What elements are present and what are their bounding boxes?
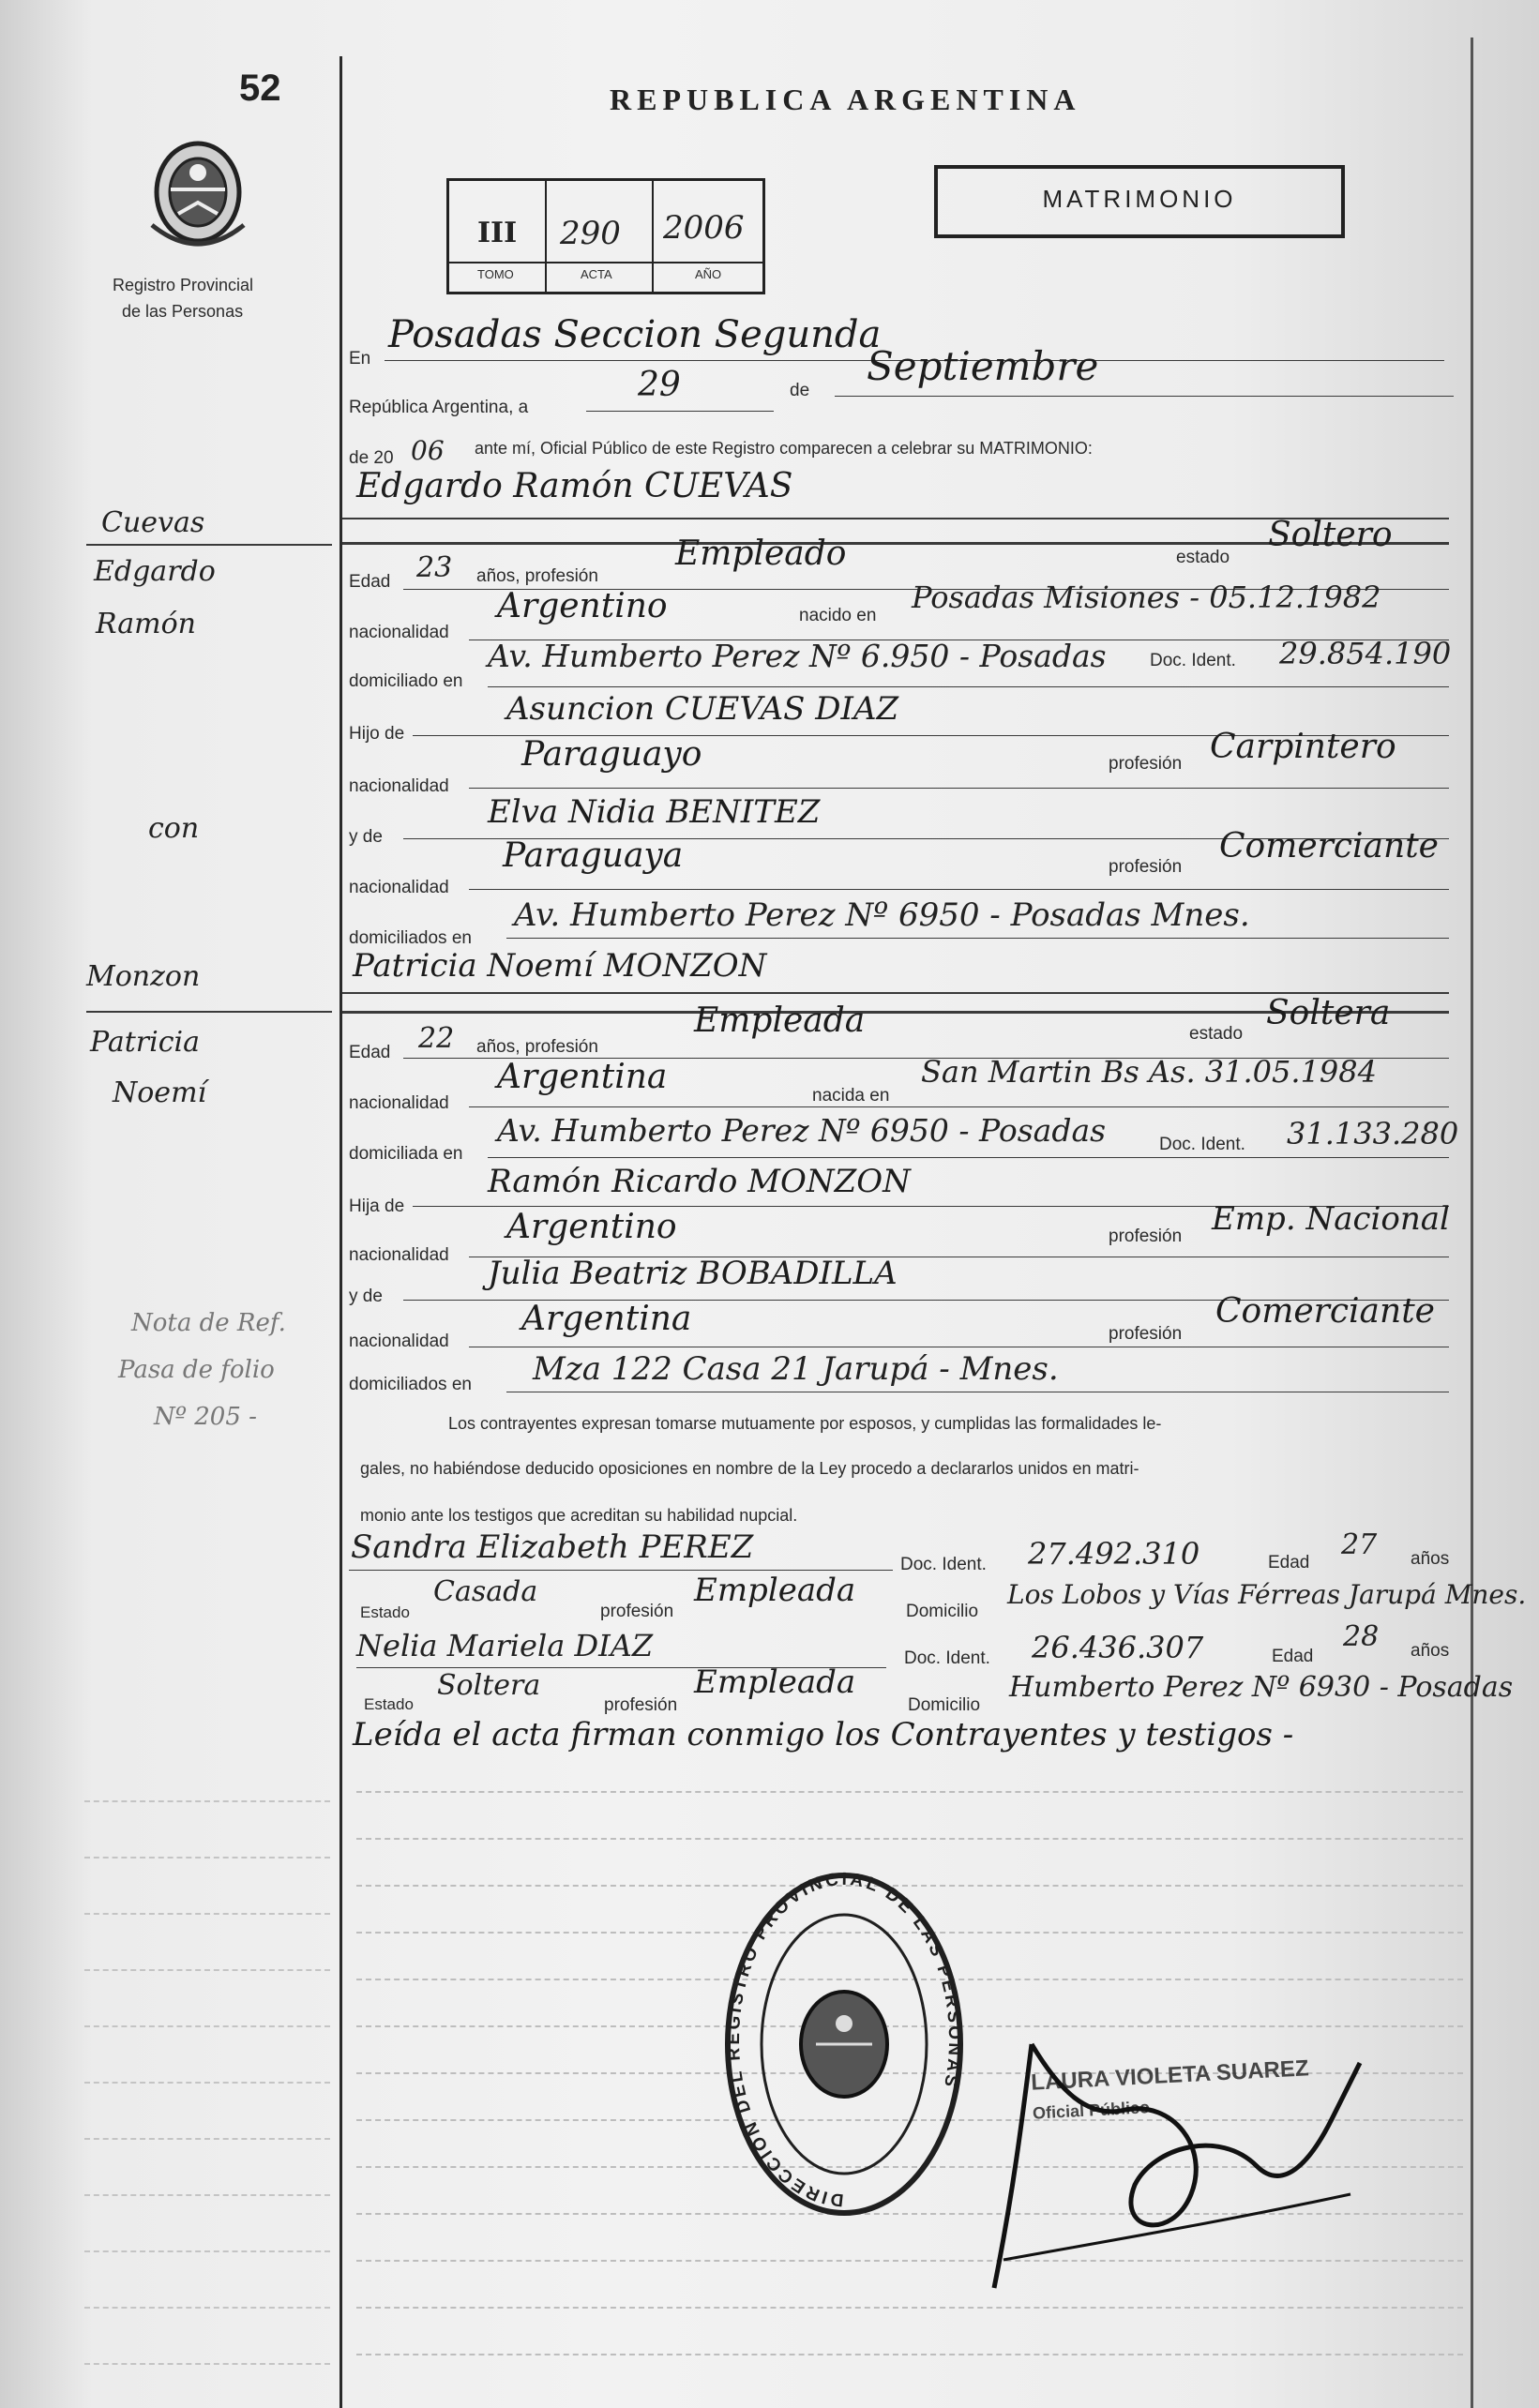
bride-nacida-label: nacida en (812, 1086, 890, 1106)
tomo-value: III (477, 217, 518, 249)
groom-nacionalidad: Argentino (497, 587, 668, 625)
declaration-line2: gales, no habiéndose deducido oposiciones en nombre de la Ley procedo a declararlos unidos en matri- (360, 1459, 1139, 1478)
officer-signature (975, 2007, 1407, 2307)
margin-groom-name2: Ramón (96, 608, 196, 640)
groom-padres-dom-label: domiciliados en (349, 928, 472, 948)
day-value: 29 (638, 366, 681, 404)
bride-padre-prof: Emp. Nacional (1212, 1200, 1450, 1238)
groom-padres-dom: Av. Humberto Perez Nº 6950 - Posadas Mnes. (514, 896, 1250, 934)
witness1-edad-label: Edad (1268, 1553, 1310, 1573)
bride-madre-prof-label: profesión (1109, 1324, 1183, 1344)
groom-padre-prof: Carpintero (1210, 728, 1396, 766)
witness2-estado-label: Estado (364, 1695, 414, 1713)
margin-bride-surname: Monzon (86, 960, 201, 993)
tomo-label: TOMO (477, 267, 514, 281)
witness2-domicilio: Humberto Perez Nº 6930 - Posadas (1009, 1671, 1514, 1704)
groom-madre: Elva Nidia BENITEZ (488, 793, 821, 831)
groom-full-name: Edgardo Ramón CUEVAS (356, 467, 793, 505)
de-label: de (790, 381, 810, 400)
groom-profesion: Empleado (675, 534, 847, 573)
page-number: 52 (239, 68, 281, 109)
bride-anos-profesion-label: años, profesión (476, 1037, 598, 1057)
right-rule (1471, 38, 1473, 2408)
ano-label: AÑO (695, 267, 722, 281)
bride-padre-nac-label: nacionalidad (349, 1245, 449, 1265)
witness2-edad: 28 (1343, 1620, 1380, 1653)
seal-text: DIRECCION DEL REGISTRO PROVINCIAL DE LAS PERSONAS (723, 1869, 965, 2210)
groom-padre-prof-label: profesión (1109, 754, 1183, 774)
witness2-domicilio-label: Domicilio (908, 1695, 981, 1715)
bride-doc-label: Doc. Ident. (1159, 1135, 1245, 1154)
bride-estado: Soltera (1266, 994, 1391, 1032)
bride-padre-prof-label: profesión (1109, 1227, 1183, 1246)
groom-madre-nac-label: nacionalidad (349, 878, 449, 897)
bride-madre-prof: Comerciante (1215, 1292, 1435, 1331)
witness1-anos-label: años (1411, 1549, 1450, 1569)
bride-padres-dom: Mza 122 Casa 21 Jarupá - Mnes. (533, 1350, 1059, 1388)
intro-statement: ante mí, Oficial Público de este Registro comparecen a celebrar su MATRIMONIO: (475, 439, 1093, 458)
bride-edad: 22 (418, 1022, 455, 1055)
act-type-label: MATRIMONIO (1042, 185, 1237, 213)
witness1-profesion: Empleada (694, 1572, 856, 1609)
country-title: REPUBLICA ARGENTINA (610, 83, 1081, 116)
witness2-estado: Soltera (437, 1669, 541, 1702)
witness1-profesion-label: profesión (600, 1602, 674, 1621)
groom-doc: 29.854.190 (1279, 636, 1452, 671)
month-value: Septiembre (867, 343, 1099, 389)
groom-doc-label: Doc. Ident. (1150, 651, 1236, 670)
margin-note-line2: Pasa de folio (118, 1356, 275, 1384)
bride-domicilio-label: domiciliada en (349, 1144, 463, 1164)
index-box (446, 178, 765, 294)
groom-padre-nac: Paraguayo (521, 735, 702, 774)
witness2-doc-label: Doc. Ident. (904, 1648, 990, 1668)
declaration-line3: monio ante los testigos que acreditan su habilidad nupcial. (360, 1506, 798, 1525)
registry-name-line1: Registro Provincial (113, 276, 254, 294)
witness2-name: Nelia Mariela DIAZ (356, 1628, 654, 1663)
groom-edad: 23 (416, 551, 453, 584)
bride-madre-nac: Argentina (521, 1300, 692, 1338)
witness2-doc: 26.436.307 (1032, 1630, 1204, 1665)
groom-estado: Soltero (1268, 516, 1393, 554)
witness2-anos-label: años (1411, 1641, 1450, 1661)
bride-nacionalidad-label: nacionalidad (349, 1093, 449, 1113)
groom-padre-nac-label: nacionalidad (349, 776, 449, 796)
groom-nacido-label: nacido en (799, 606, 877, 625)
ano-value: 2006 (663, 209, 745, 247)
groom-madre-prof-label: profesión (1109, 857, 1183, 877)
republica-label: República Argentina, a (349, 398, 529, 417)
act-type-box (934, 165, 1345, 238)
place-value: Posadas Seccion Segunda (388, 313, 882, 356)
bride-profesion: Empleada (694, 1001, 866, 1040)
coat-of-arms-logo (143, 131, 253, 253)
witness1-domicilio: Los Lobos y Vías Férreas Jarupá Mnes. (1007, 1579, 1527, 1610)
groom-padre: Asuncion CUEVAS DIAZ (506, 690, 899, 728)
official-seal (722, 1866, 966, 2222)
bride-estado-label: estado (1189, 1024, 1244, 1044)
groom-domicilio-label: domiciliado en (349, 671, 463, 691)
witness1-domicilio-label: Domicilio (906, 1602, 979, 1621)
witness1-estado-label: Estado (360, 1603, 410, 1621)
margin-groom-surname: Cuevas (101, 506, 205, 539)
bride-full-name: Patricia Noemí MONZON (353, 947, 767, 985)
year-prefix: de 20 (349, 448, 394, 468)
stamp-name: LAURA VIOLETA SUAREZ (1030, 2055, 1310, 2096)
margin-note-line3: Nº 205 - (154, 1403, 257, 1431)
bride-madre-nac-label: nacionalidad (349, 1332, 449, 1351)
witness1-estado: Casada (433, 1575, 538, 1608)
bride-nacida: San Martin Bs As. 31.05.1984 (921, 1054, 1377, 1090)
bride-hija-label: Hija de (349, 1196, 405, 1216)
margin-bride-name2: Noemí (113, 1076, 207, 1109)
registry-name-line2: de las Personas (122, 302, 244, 321)
en-label: En (349, 349, 371, 369)
groom-estado-label: estado (1176, 548, 1230, 567)
year-suffix: 06 (411, 435, 445, 466)
groom-madre-nac: Paraguaya (503, 836, 684, 875)
groom-madre-prof: Comerciante (1219, 827, 1439, 865)
groom-y-de-label: y de (349, 827, 383, 847)
groom-domicilio: Av. Humberto Perez Nº 6.950 - Posadas (488, 638, 1107, 674)
bride-domicilio: Av. Humberto Perez Nº 6950 - Posadas (497, 1112, 1107, 1149)
witness1-doc-label: Doc. Ident. (900, 1555, 987, 1574)
margin-bride-name1: Patricia (90, 1026, 200, 1059)
witness2-profesion-label: profesión (604, 1695, 678, 1715)
margin-rule (339, 56, 342, 2408)
groom-nacido: Posadas Misiones - 05.12.1982 (912, 579, 1381, 615)
margin-note-line1: Nota de Ref. (131, 1309, 286, 1337)
bride-padre: Ramón Ricardo MONZON (488, 1163, 911, 1200)
groom-nacionalidad-label: nacionalidad (349, 623, 449, 642)
declaration-line1: Los contrayentes expresan tomarse mutuamente por esposos, y cumplidas las formalidades le- (448, 1414, 1162, 1433)
groom-anos-profesion-label: años, profesión (476, 566, 598, 586)
stamp-title: Oficial Público (1032, 2098, 1151, 2123)
witness1-name: Sandra Elizabeth PEREZ (351, 1528, 754, 1566)
bride-padres-dom-label: domiciliados en (349, 1375, 472, 1394)
witness2-profesion: Empleada (694, 1663, 856, 1701)
witness2-edad-label: Edad (1272, 1647, 1314, 1666)
closing-statement: Leída el acta firman conmigo los Contrayentes y testigos - (353, 1716, 1294, 1753)
groom-hijo-label: Hijo de (349, 724, 405, 744)
bride-edad-label: Edad (349, 1043, 391, 1062)
bride-y-de-label: y de (349, 1287, 383, 1306)
witness1-edad: 27 (1341, 1528, 1378, 1561)
acta-value: 290 (560, 215, 621, 252)
bride-doc: 31.133.280 (1287, 1116, 1459, 1151)
bride-madre: Julia Beatriz BOBADILLA (488, 1255, 898, 1292)
bride-padre-nac: Argentino (506, 1208, 677, 1246)
bride-nacionalidad: Argentina (497, 1058, 668, 1096)
margin-con: con (148, 812, 200, 845)
margin-groom-name1: Edgardo (94, 555, 216, 588)
witness1-doc: 27.492.310 (1028, 1536, 1200, 1572)
acta-label: ACTA (581, 267, 612, 281)
groom-edad-label: Edad (349, 572, 391, 592)
